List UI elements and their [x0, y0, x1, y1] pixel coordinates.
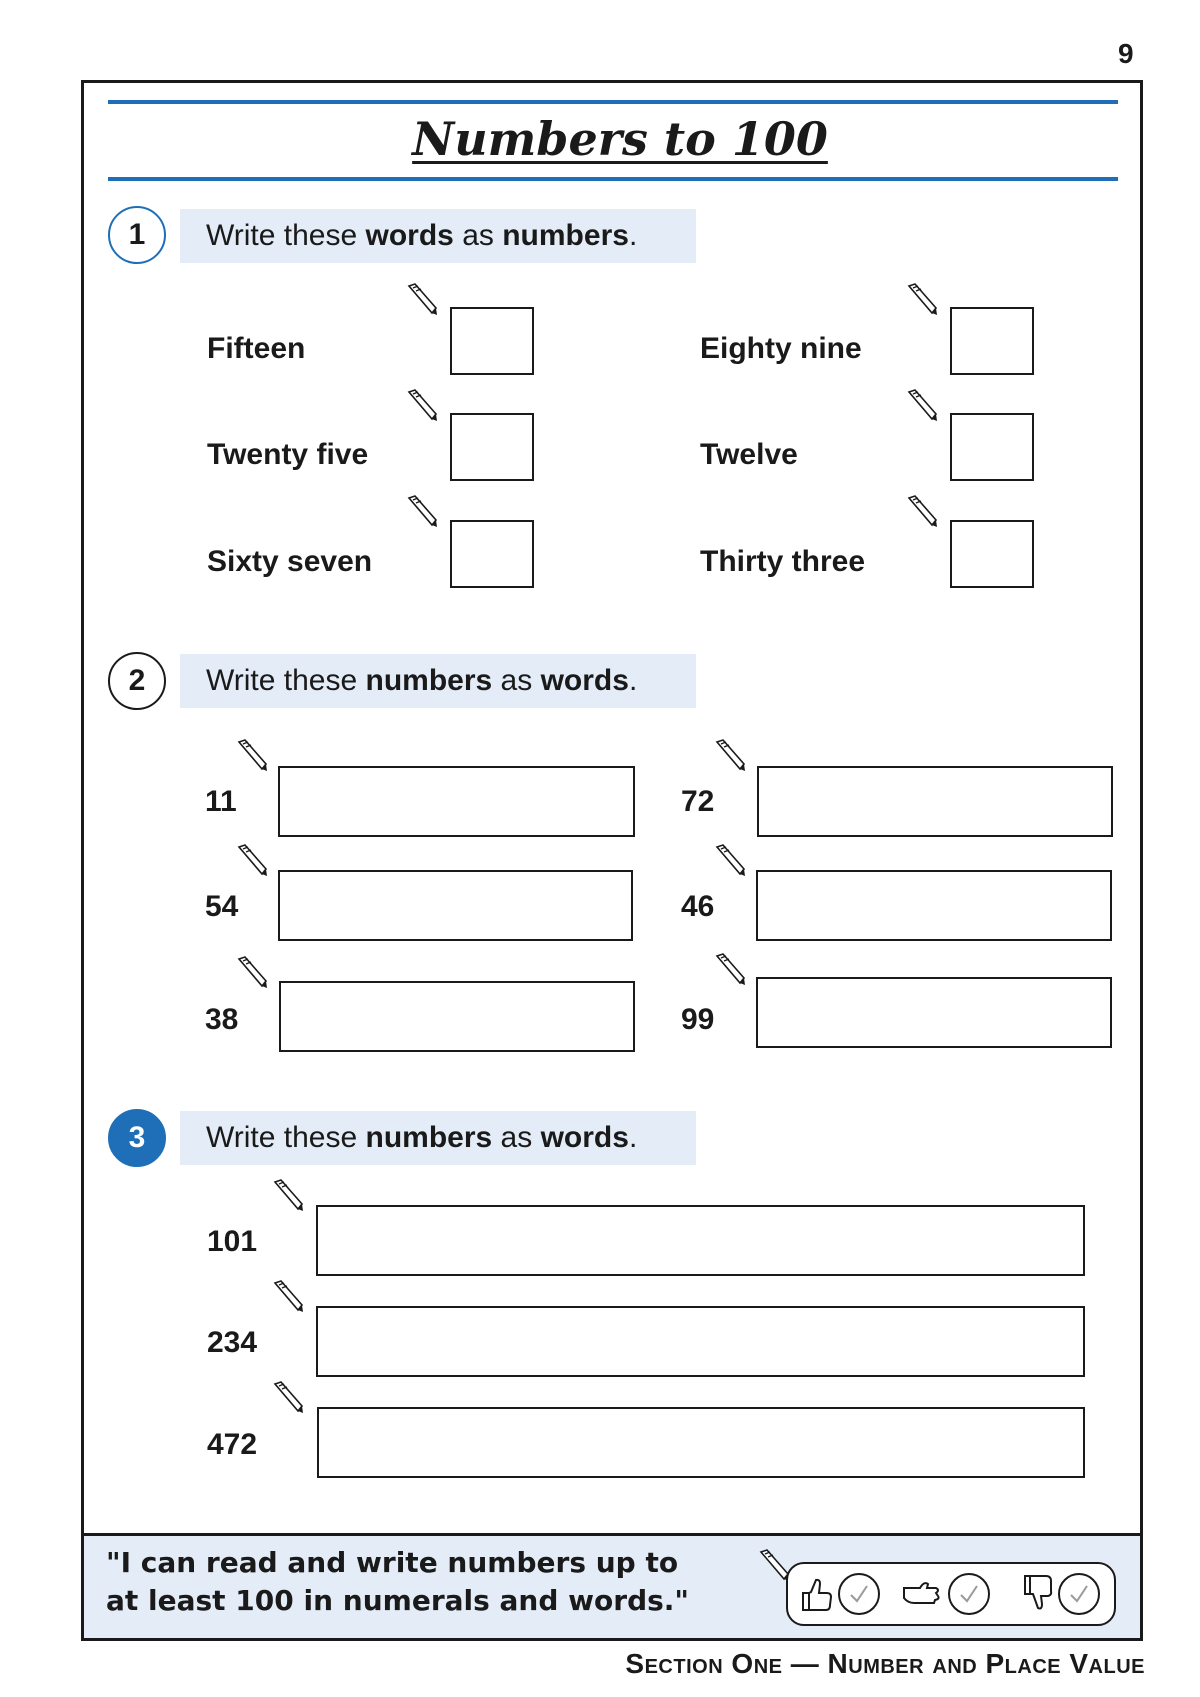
- q1-answer-box-thirty-three[interactable]: [950, 520, 1034, 588]
- q3-number-101: 101: [207, 1225, 258, 1258]
- q2-answer-box-99[interactable]: [756, 977, 1112, 1048]
- q1-word-sixty-seven: Sixty seven: [207, 545, 373, 578]
- question-2-number: 2: [108, 652, 166, 710]
- pencil-icon: [406, 494, 440, 528]
- q2-number-54: 54: [205, 890, 239, 923]
- pencil-icon: [236, 738, 270, 772]
- pencil-icon: [906, 494, 940, 528]
- thumbs-up-icon: [800, 1576, 834, 1614]
- pencil-icon: [406, 388, 440, 422]
- learning-objective: [106, 1544, 689, 1620]
- q3-answer-box-234[interactable]: [316, 1306, 1085, 1377]
- pencil-icon: [236, 843, 270, 877]
- q1-word-eighty-nine: Eighty nine: [700, 332, 862, 365]
- q1-word-thirty-three: Thirty three: [700, 545, 866, 578]
- pencil-icon: [236, 955, 270, 989]
- q2-answer-box-46[interactable]: [756, 870, 1112, 941]
- section-footer: Section One — Number and Place Value: [625, 1648, 1145, 1679]
- q2-answer-box-38[interactable]: [279, 981, 635, 1052]
- question-1-number: 1: [108, 206, 166, 264]
- q3-number-234: 234: [207, 1326, 258, 1359]
- learning-objective-line-1: "I can read and write numbers up to: [106, 1546, 679, 1579]
- question-3-instruction: Write these numbers as words.: [180, 1111, 696, 1165]
- q2-number-72: 72: [681, 785, 715, 818]
- question-3-number: 3: [108, 1109, 166, 1167]
- pencil-icon: [272, 1279, 306, 1313]
- q2-number-46: 46: [681, 890, 715, 923]
- pencil-icon: [272, 1380, 306, 1414]
- page-title: Numbers to 100: [412, 112, 828, 166]
- pencil-icon: [714, 843, 748, 877]
- page-number: 9: [1118, 38, 1134, 69]
- pencil-icon: [272, 1178, 306, 1212]
- self-assessment-panel: [786, 1562, 1116, 1626]
- question-2-instruction: Write these numbers as words.: [180, 654, 696, 708]
- title-rule-bottom: [108, 177, 1118, 181]
- question-1-instruction: Write these words as numbers.: [180, 209, 696, 263]
- learning-objective-line-2: at least 100 in numerals and words.": [106, 1584, 689, 1617]
- thumbs-down-tick-circle[interactable]: [1058, 1573, 1100, 1615]
- q1-answer-box-eighty-nine[interactable]: [950, 307, 1034, 375]
- pencil-icon: [406, 282, 440, 316]
- q1-word-twenty-five: Twenty five: [207, 438, 369, 471]
- q2-answer-box-11[interactable]: [278, 766, 635, 837]
- q2-number-38: 38: [205, 1003, 239, 1036]
- q1-answer-box-fifteen[interactable]: [450, 307, 534, 375]
- q1-answer-box-twelve[interactable]: [950, 413, 1034, 481]
- q3-answer-box-101[interactable]: [316, 1205, 1085, 1276]
- thumbs-sideways-icon: [900, 1578, 942, 1610]
- q3-answer-box-472[interactable]: [317, 1407, 1085, 1478]
- q2-answer-box-54[interactable]: [278, 870, 633, 941]
- thumbs-sideways-tick-circle[interactable]: [948, 1573, 990, 1615]
- q1-answer-box-twenty-five[interactable]: [450, 413, 534, 481]
- pencil-icon: [906, 282, 940, 316]
- q2-number-99: 99: [681, 1003, 715, 1036]
- q2-number-11: 11: [205, 785, 237, 818]
- pencil-icon: [714, 738, 748, 772]
- thumbs-down-icon: [1022, 1572, 1054, 1614]
- pencil-icon: [906, 388, 940, 422]
- title-rule-top: [108, 100, 1118, 104]
- q3-number-472: 472: [207, 1428, 258, 1461]
- q1-answer-box-sixty-seven[interactable]: [450, 520, 534, 588]
- pencil-icon: [714, 952, 748, 986]
- thumbs-up-tick-circle[interactable]: [838, 1573, 880, 1615]
- q1-word-twelve: Twelve: [700, 438, 798, 471]
- q2-answer-box-72[interactable]: [757, 766, 1113, 837]
- q1-word-fifteen: Fifteen: [207, 332, 306, 365]
